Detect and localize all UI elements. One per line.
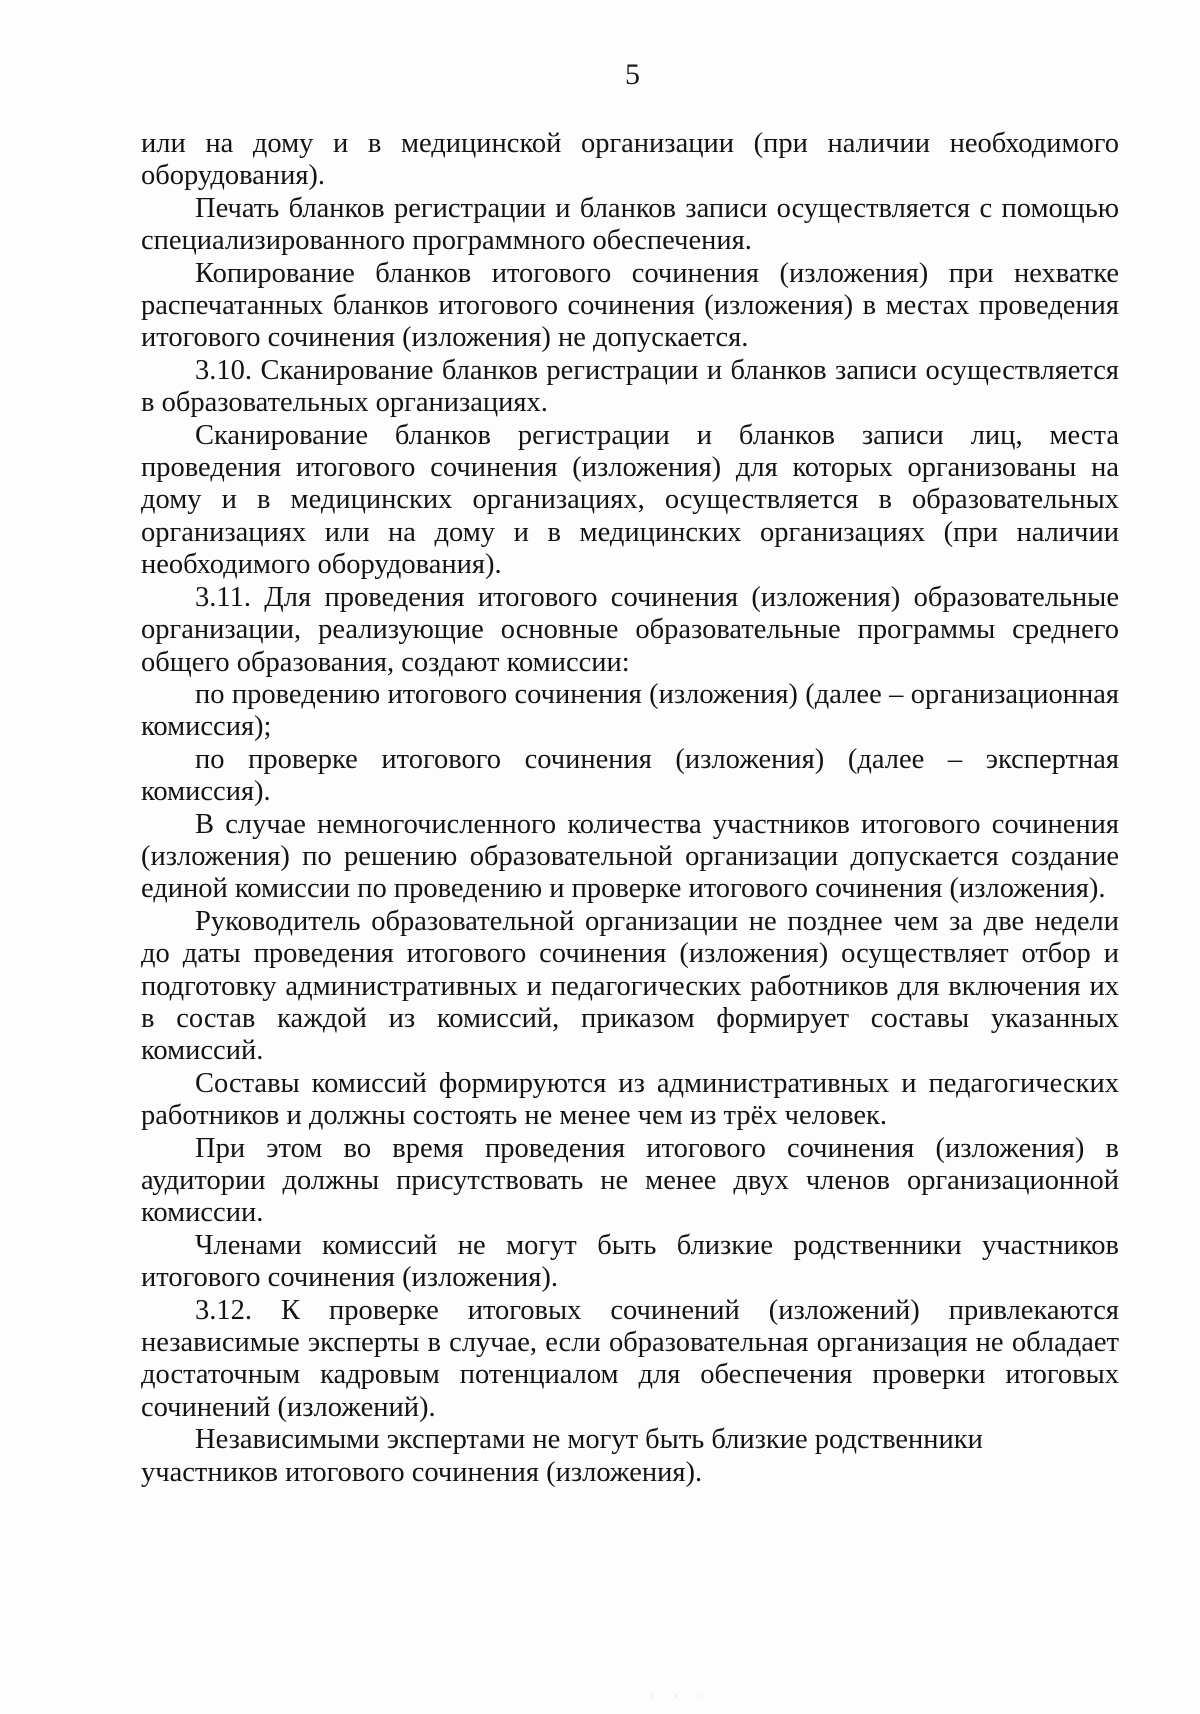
paragraph-commission-composition: Составы комиссий формируются из административных и педагогических работников и должны состоять не менее чем из трёх человек. — [141, 1067, 1119, 1132]
paragraph-relatives-restriction: Членами комиссий не могут быть близкие родственники участников итогового сочинения (изложения). — [141, 1229, 1119, 1294]
scan-artifact-marks: · · · — [650, 1692, 713, 1701]
paragraph-single-commission: В случае немногочисленного количества участников итогового сочинения (изложения) по решению образовательной организации допускается создание единой комиссии по проведению и проверке итогового сочинения (изложения). — [141, 808, 1119, 905]
paragraph-organizational-commission: по проведению итогового сочинения (изложения) (далее – организационная комиссия); — [141, 678, 1119, 743]
paragraph-3-11: 3.11. Для проведения итогового сочинения (изложения) образовательные организации, реализующие основные образовательные программы среднего общего образования, создают комиссии: — [141, 581, 1119, 678]
paragraph-independent-experts: Независимыми экспертами не могут быть близкие родственники участников итогового сочинения (изложения). — [141, 1424, 983, 1488]
document-body — [141, 128, 1119, 1489]
paragraph-scanning: Сканирование бланков регистрации и бланков записи лиц, места проведения итогового сочинения (изложения) для которых организованы на дому и в медицинских организациях, осуществляется в образовательных организациях или на дому и в медицинских организациях (при наличии необходимого оборудования). — [141, 419, 1119, 581]
paragraph-expert-commission: по проверке итогового сочинения (изложения) (далее – экспертная комиссия). — [141, 743, 1119, 808]
paragraph-head-of-organization: Руководитель образовательной организации не позднее чем за две недели до даты проведения итогового сочинения (изложения) осуществляет отбор и подготовку административных и педагогических работников для включения их в состав каждой из комиссий, приказом формирует составы указанных комиссий. — [141, 905, 1119, 1067]
paragraph-auditorium-members: При этом во время проведения итогового сочинения (изложения) в аудитории должны присутствовать не менее двух членов организационной комиссии. — [141, 1132, 1119, 1229]
paragraph-3-12: 3.12. К проверке итоговых сочинений (изложений) привлекаются независимые эксперты в случае, если образовательная организация не обладает достаточным кадровым потенциалом для обеспечения проверки итоговых сочинений (изложений). — [141, 1294, 1119, 1423]
paragraph-copying: Копирование бланков итогового сочинения (изложения) при нехватке распечатанных бланков итогового сочинения (изложения) в местах проведения итогового сочинения (изложения) не допускается. — [141, 257, 1119, 354]
page-number: 5 — [625, 58, 640, 91]
paragraph-printing: Печать бланков регистрации и бланков записи осуществляется с помощью специализированного программного обеспечения. — [141, 192, 1119, 257]
paragraph-continuation: или на дому и в медицинской организации (при наличии необходимого оборудования). — [141, 128, 1119, 192]
paragraph-3-10: 3.10. Сканирование бланков регистрации и бланков записи осуществляется в образовательных организациях. — [141, 354, 1119, 419]
